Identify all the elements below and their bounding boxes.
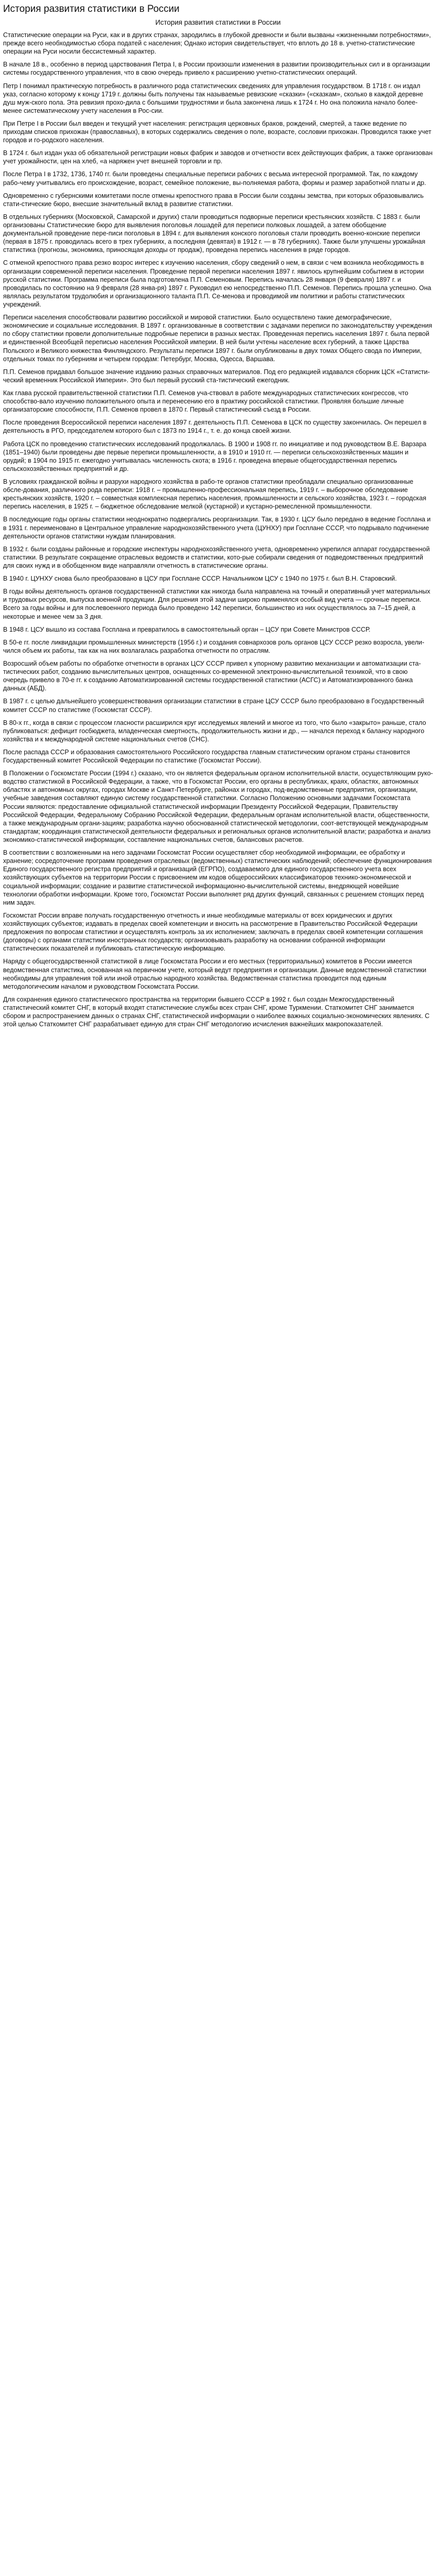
article-body	[3, 31, 433, 1028]
paragraph: В Положении о Госкомстате России (1994 г.) сказано, что он является федеральным органом исполнительной власти, осуществляющим руко-водство статистикой в Российской Федерации, а также, что в Госкомстат России, его органы в республиках, краях, областях, автономных областях и автономных округах, городах Москве и Санкт-Петербурге, районах и городах, под-ведомственные предприятия, организации, учебные заведения составляют единую систему государственной статистики. Согласно Положению основными задачами Госкомстата России являются: предоставление официальной статистической информации Президенту Российской Федерации, Правительству Российской Федерации, Федеральному Собранию Российской Федерации, федеральным органам исполнительной власти, общественности, а также международным органи-зациям; разработка научно обоснованной статистической методологии, соот-ветствующей международным стандартам; координация статистической деятельности федеральных и региональных органов исполнительной власти; разработка и анализ экономико-статистической информации, составление национальных счетов, балансовых расчетов.	[3, 770, 433, 844]
paragraph: В 80-х гг., когда в связи с процессом гласности расширился круг исследуемых явлений и многое из того, что было «закрыто» раньше, стало публиковаться: дефицит госбюджета, младенческая смертность, продолжительность жизни и др., — начался переход к балансу народного хозяйства и к международной системе национальных счетов (СНС).	[3, 719, 426, 743]
paragraph: Как глава русской правительственной статистики П.П. Семенов уча-ствовал в работе международных статистических конгрессов, что способство-вало изучению положительного опыта и перенесению его в практику российской статистики. Проявляя большие личные организаторские способности, П.П. Семенов провел в 1870 г. Первый статистический съезд в России.	[3, 389, 409, 414]
paragraph: В соответствии с возложенными на него задачами Госкомстат России осуществляет сбор необходимой информации, ее обработку и хранение; сосредоточение программ проведения отраслевых (ведомственных) статистических наблюдений; обеспечение функционирования Единого государственного регистра предприятий и организаций (ЕГРПО), создаваемого для единого государственного учета всех хозяйствующих субъектов на территории России с присвоением им кодов общероссийских классификаторов технико-экономической и социальной информации; создание и развитие статистической информационно-вычислительной системы, внедряющей новейшие технологии обработки информации. Кроме того, Госкомстат России выполняет ряд других функций, связанных с решением стоящих перед ним задач.	[3, 849, 432, 906]
article-page	[0, 0, 436, 1045]
paragraph: Петр I понимал практическую потребность в различного рода статистических сведениях для управления государством. В 1718 г. он издал указ, согласно которому к концу 1719 г. должны быть получены так называемые ревизские «сказки» («сказкам», сколько в каждой деревне душ муж-ского пола. Эта ревизия прохо-дила с большими трудностями и была закончена лишь к 1724 г. Но она положила начало более-менее систематическому учету населения в Рос-сии.	[3, 82, 424, 114]
paragraph: Работа ЦСК по проведению статистических исследований продолжалась. В 1900 и 1908 гг. по инициативе и под руководством В.Е. Варзара (1851–1940) были проведены две первые переписи промышленности, а в 1910 и 1910 гг. — переписи сельскохозяйственных машин и орудий; в 1904 по 1915 гг. ежегодно учитывалась численность скота; в 1916 г. проведена впервые общегосударственная перепись сельскохозяйственных предприятий и др.	[3, 440, 427, 472]
paragraph: В последующие годы органы статистики неоднократно подвергались реорганизации. Так, в 1930 г. ЦСУ было передано в ведение Госплана и в 1931 г. переименовано в Центральное управление народнохозяйственного учета (ЦУНХУ) при Госплане СССР, что подрывало подчинение деятельности органов статистики нуждам планирования.	[3, 516, 431, 540]
paragraph: В 50-е гг. после ликвидации промышленных министерств (1956 г.) и создания совнархозов роль органов ЦСУ СССР резко возросла, увели-чился объем их работы, так как на них возлагалась разработка отчетности по отраслям.	[3, 638, 425, 654]
paragraph: Госкомстат России вправе получать государственную отчетность и иные необходимые материалы от всех юридических и других хозяйствующих субъектов; издавать в пределах своей компетенции и вносить на рассмотрение в Правительство Российской Федерации предложения по вопросам статистики и осуществлять контроль за их исполнением; заключать в пределах своей компетенции соглашения (договоры) с органами статистики иностранных государств; организовывать разработку на основании собранной информации статистических показателей и публиковать статистическую информацию.	[3, 911, 423, 953]
paragraph: Одновременно с губернскими комитетами после отмены крепостного права в России были созданы земства, при которых образовывались стати-стические бюро, внесшие значительный вклад в развитие статистики.	[3, 192, 424, 208]
paragraph: В годы войны деятельность органов государственной статистики как никогда была направлена на точный и оперативный учет материальных и трудовых ресурсов, выпуска военной продукции. Для решения этой задачи широко применялся особый вид учета — срочные переписи. Всего за годы войны и для послевоенного периода было проведено 142 переписи, большинство из них осуществлялось за 7–15 дней, а некоторые и менее чем за 3 дня.	[3, 588, 430, 620]
paragraph: После Петра I в 1732, 1736, 1740 гг. были проведены специальные переписи рабочих с весьма интересной программой. Так, по каждому рабо-чему учитывались его происхождение, возраст, семейное положение, вы-полняемая работа, формы и размер заработной платы и др.	[3, 171, 426, 187]
paragraph: Для сохранения единого статистического пространства на территории бывшего СССР в 1992 г. был создан Межгосударственный статистический комитет СНГ, в который входят статистические службы всех стран СНГ, кроме Туркмении. Статкомитет СНГ занимается сбором и распространением данных о странах СНГ, статистической информации о наиболее важных социально-экономических явлениях. С этой целью Статкомитет СНГ разрабатывает единую для стран СНГ методологию исчисления важнейших макропоказателей.	[3, 995, 430, 1028]
paragraph: В начале 18 в., особенно в период царствования Петра I, в России произошли изменения в развитии производительных сил и в организации системы государственного управления, что в свою очередь привело к расширению учетно-статистических операций.	[3, 61, 430, 77]
paragraph: В 1940 г. ЦУНХУ снова было преобразовано в ЦСУ при Госплане СССР. Начальником ЦСУ с 1940 по 1975 г. был В.Н. Старовский.	[3, 575, 397, 583]
paragraph: П.П. Семенов придавал большое значение изданию разных справочных материалов. Под его редакцией издавался сборник ЦСК «Статисти-ческий временник Российской Империи». Это был первый русский ста-тистический ежегодник.	[3, 368, 430, 384]
paragraph: В 1948 г. ЦСУ вышло из состава Госплана и превратилось в самостоятельный орган – ЦСУ при Совете Министров СССР.	[3, 625, 371, 633]
paragraph: В 1724 г. был издан указ об обязательной регистрации новых фабрик и заводов и отчетности всех действующих фабрик, а также организован учет урожайности, цен на хлеб, «а наряжен учет внешней торговли и пр.	[3, 149, 433, 165]
paragraph: В 1932 г. были созданы районные и городские инспектуры народнохозяйственного учета, одновременно укрепился аппарат государственной статистики. В результате сокращение отраслевых ведомств и статистики, кото-рые собирали сведения от подведомственных предприятий для своих нужд и в обобщенном виде направляли отчетность в статистические органы.	[3, 545, 430, 569]
paragraph: В условиях гражданской войны и разрухи народного хозяйства в рабо-те органов статистики преобладали специально организованные обсле-дования, различного рода переписи: 1918 г. – промышленно-профессиональная перепись, 1919 г. – выборочное обследование крестьянских хозяйств, 1920 г. – совместная комплексная перепись населения, промышленности и сельского хозяйства, 1923 г. – городская перепись населения, в 1925 г. – бюджетное обследование мелкой (кустарной) и кустарно-ремесленной промышленности.	[3, 478, 427, 511]
paragraph: При Петре I в России был введен и текущий учет населения: регистрация церковных браков, рождений, смертей, а также ведение по приходам списков прихожан (православных), в которых содержались сведения о поле, возрасте, сословии прихожан. Проводился также учет городов и го-родского населения.	[3, 120, 431, 144]
paragraph: В 1987 г. с целью дальнейшего усовершенствования организации статистики в стране ЦСУ СССР было преобразовано в Государственный комитет СССР по статистике (Госкомстат СССР).	[3, 698, 424, 714]
paragraph: Переписи населения способствовали развитию российской и мировой статистики. Было осуществлено такие демографические, экономические и социальные исследования. В 1897 г. организованные в соответствии с задачами переписи по законодательству учреждения по сбору статистики провели дополнительные подробные переписи в разных местах. Проведенная перепись населения 1897 г. была первой и единственной Всеобщей переписью населения Российской империи. В ней были учтены население всех губерний, а также Царства Польского и Великого княжества Финляндского. Результаты переписи 1897 г. были опубликованы в двух томах Общего свода по Империи, отдельных томах по губерниям и четырем городам: Петербург, Москва, Одесса, Варшава.	[3, 314, 432, 363]
paragraph: Наряду с общегосударственной статистикой в лице Госкомстата России и его местных (территориальных) комитетов в России имеется ведомственная статистика, основанная на первичном учете, который ведут предприятия и организации. Данные ведомственной статистики необходимы для управления той или иной отраслью народного хозяйства. Ведомственная статистика проводится под единым методологическим началом и руководством Госкомстата России.	[3, 958, 427, 990]
paragraph: С отменой крепостного права резко возрос интерес к изучению населения, сбору сведений о нем, в связи с чем возникла необходимость в организации современной переписи населения. Проведение первой переписи населения 1897 г. явилось крупнейшим событием в истории русской статистики. Программа переписи была подготовлена П.П. Семеновым. Перепись началась 28 января (9 февраля) 1897 г. и проводилась по состоянию на 9 февраля (28 янва-ря) 1897 г. Руководил ею непосредственно П.П. Семенов. Перепись прошла успешно. Она являлась результатом трудолюбия и организационного таланта П.П. Се-менова и проводимой им политики и работы статистических учреждений.	[3, 259, 431, 309]
page-title: История развития статистики в России	[3, 4, 180, 14]
document-heading: История развития статистики в России	[155, 18, 281, 26]
paragraph: В отдельных губерниях (Московской, Самарской и других) стали проводиться подворные переписи крестьянских хозяйств. С 1883 г. были организованы Статистические бюро для выявления поголовья лошадей для переписи полковых лошадей, а затем обобщение документальной проведение пере-писи поголовья в 1894 г. для выявления конского поголовья стали проводить военно-конские переписи (первая в 1875 г. проводилась всего в трех губерниях, а последняя (девятая) в 1912 г. — в 78 губерниях). Также были улучшены урожайная статистика (прогнозы, экономика, приносящая доходы от продаж), проведена перепись населения в ряде городов.	[3, 213, 426, 254]
paragraph: После распада СССР и образования самостоятельного Российского государства главным статистическим органом страны становится Государственный комитет Российской Федерации по статистике (Госкомстат России).	[3, 748, 410, 765]
paragraph: Возросший объем работы по обработке отчетности в органах ЦСУ СССР привел к упорному развитию механизации и автоматизации ста-тистических работ, созданию вычислительных центров, оснащенных со-временной электронно-вычислительной техникой, что в свою очередь привело в 70-е гг. к созданию Автоматизированной системы государственной статистики (АСГС) и Автоматизированного банка данных (АБД).	[3, 659, 421, 692]
paragraph: Статистические операции на Руси, как и в других странах, зародились в глубокой древности и были вызваны «жизненными потребностями», прежде всего необходимостью сбора податей с населения; Однако история свидетельствует, что вплоть до 18 в. учетно-статистические операции на Руси носили бессистемный характер.	[3, 31, 431, 56]
paragraph: После проведения Всероссийской переписи населения 1897 г. деятельность П.П. Семенова в ЦСК по существу закончилась. Он перешел в деятельность в РГО, председателем которого был с 1873 по 1914 г., т. е. до конца своей жизни.	[3, 419, 427, 435]
